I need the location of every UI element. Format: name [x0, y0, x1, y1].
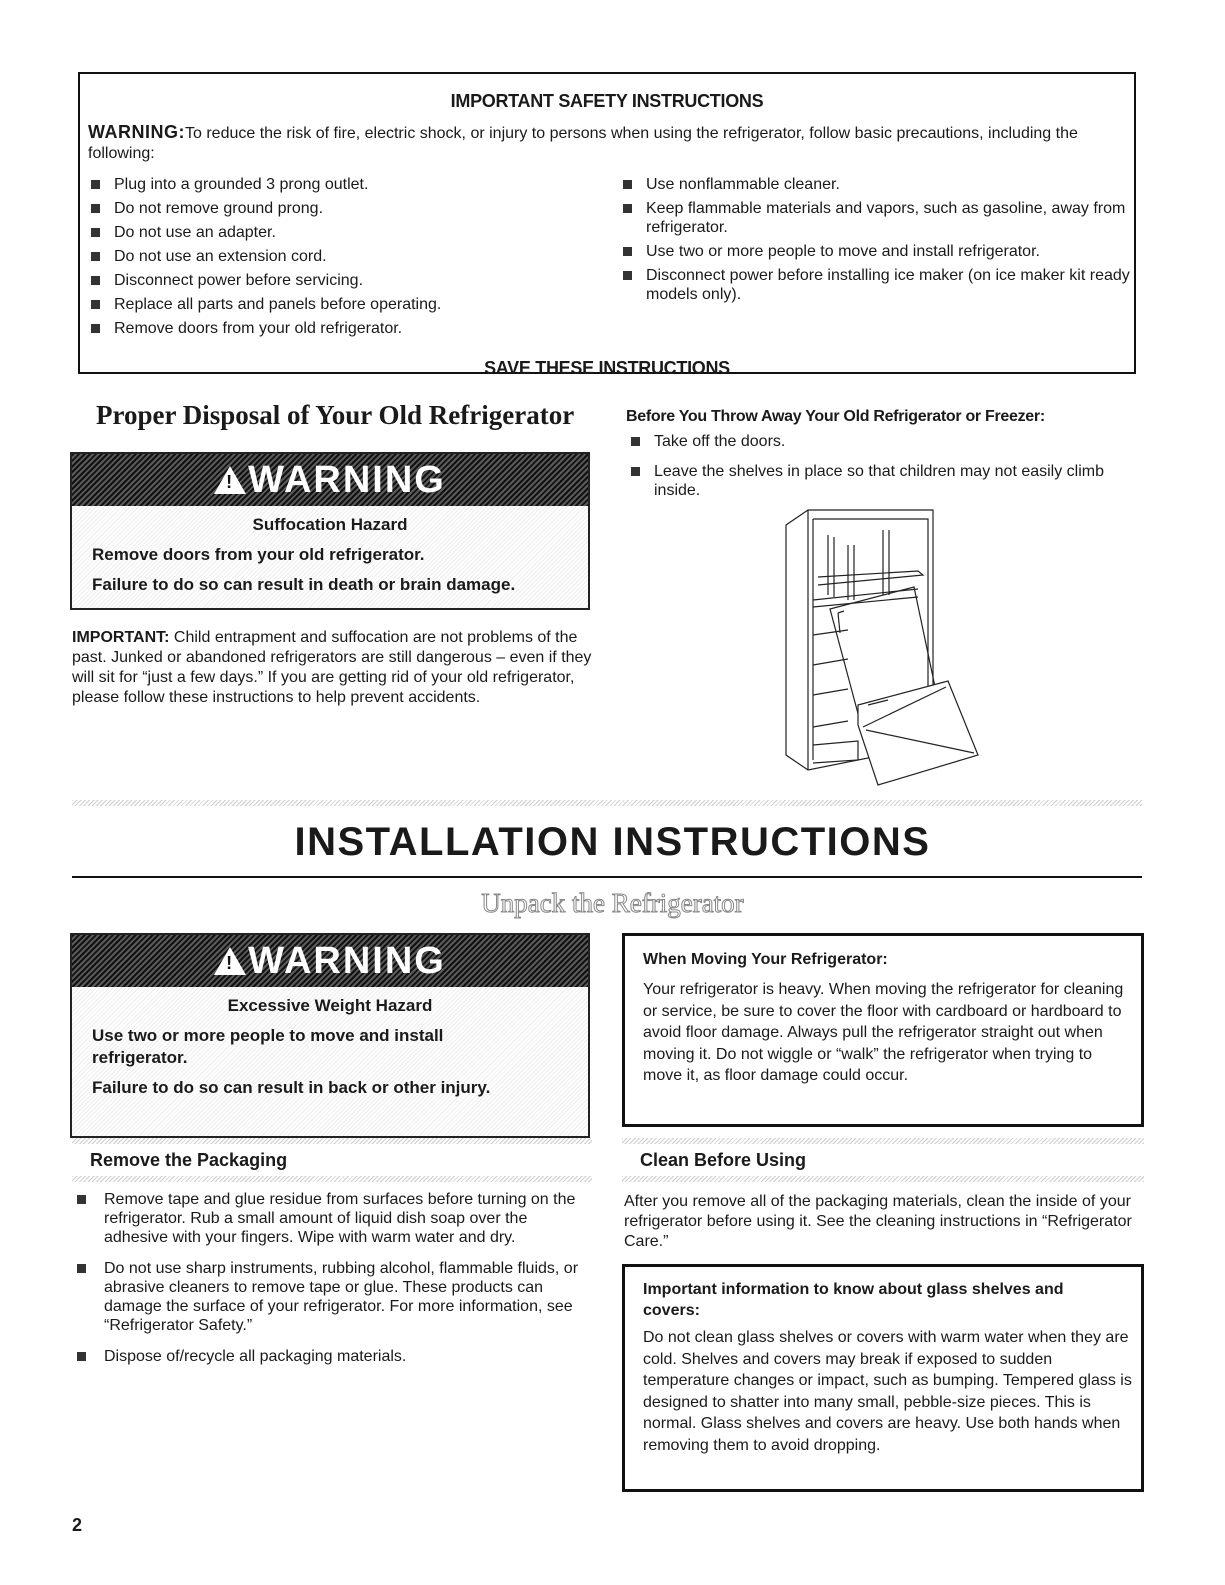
safety-list-left	[88, 175, 588, 343]
warning-label: WARNING:	[88, 122, 185, 142]
list-item: Use two or more people to move and install refrigerator.	[620, 242, 1130, 261]
packaging-heading: Remove the Packaging	[90, 1150, 288, 1170]
glass-heading: Important information to know about glass shelves and covers:	[643, 1281, 1064, 1319]
divider	[72, 800, 1142, 806]
hazard-line: Remove doors from your old refrigerator.	[92, 545, 425, 564]
moving-info-box	[622, 933, 1144, 1127]
list-item: Do not use sharp instruments, rubbing alcohol, flammable fluids, or abrasive cleaners to remove tape or glue. These products can damage the surface of your refrigerator. For more information, see “Refrigerator Safety.”	[74, 1259, 584, 1335]
list-item: Disconnect power before installing ice maker (on ice maker kit ready models only).	[620, 266, 1130, 304]
list-item: Use nonflammable cleaner.	[620, 175, 1130, 194]
save-instructions: SAVE THESE INSTRUCTIONS	[484, 358, 730, 378]
moving-text: Your refrigerator is heavy. When moving the refrigerator for cleaning or service, be sure to cover the floor with cardboard or hardboard to avoid floor damage. Always pull the refrigerator straight out when moving it. Do not wiggle or “walk” the refrigerator when trying to move it, as floor damage could occur.	[643, 981, 1124, 1084]
list-item: Plug into a grounded 3 prong outlet.	[88, 175, 588, 194]
divider	[72, 1138, 592, 1144]
before-throw-list	[628, 432, 1128, 505]
list-item: Do not use an extension cord.	[88, 247, 588, 266]
warning-banner: !WARNING	[72, 454, 588, 506]
clean-text: After you remove all of the packaging materials, clean the inside of your refrigerator before using it. See the cleaning instructions in “Refrigerator Care.”	[624, 1193, 1132, 1250]
refrigerator-illustration	[778, 505, 988, 795]
divider	[72, 1176, 592, 1182]
warning-triangle-icon	[214, 947, 246, 975]
divider	[622, 1138, 1144, 1144]
important-text: Child entrapment and suffocation are not problems of the past. Junked or abandoned refrigerators are still dangerous – even if they will sit for “just a few days.” If you are getting rid of your old refrigerator, please follow these instructions to help prevent accidents.	[72, 629, 592, 706]
title-rule	[72, 876, 1142, 878]
list-item: Remove tape and glue residue from surfaces before turning on the refrigerator. Rub a small amount of liquid dish soap over the adhesive with your fingers. Wipe with warm water and dry.	[74, 1190, 584, 1247]
page-number: 2	[72, 1515, 83, 1535]
warning-banner: !WARNING	[72, 935, 588, 987]
warning-triangle-icon	[214, 466, 246, 494]
hazard-title: Excessive Weight Hazard	[227, 996, 433, 1015]
hazard-line: Failure to do so can result in back or other injury.	[92, 1078, 491, 1097]
list-item: Dispose of/recycle all packaging materials.	[74, 1347, 584, 1366]
list-item: Replace all parts and panels before operating.	[88, 295, 588, 314]
hazard-line: Use two or more people to move and install refrigerator.	[92, 1026, 444, 1067]
moving-heading: When Moving Your Refrigerator:	[643, 951, 888, 968]
list-item: Keep flammable materials and vapors, such as gasoline, away from refrigerator.	[620, 199, 1130, 237]
divider	[622, 1176, 1144, 1182]
glass-info-box	[622, 1264, 1144, 1492]
suffocation-warning-box	[70, 452, 590, 610]
packaging-list	[74, 1190, 584, 1371]
disposal-heading: Proper Disposal of Your Old Refrigerator	[96, 400, 575, 430]
list-item: Do not remove ground prong.	[88, 199, 588, 218]
section-subtitle: Unpack the Refrigerator	[481, 888, 744, 918]
installation-title: INSTALLATION INSTRUCTIONS	[294, 820, 931, 864]
safety-instructions-box	[78, 72, 1136, 378]
list-item: Remove doors from your old refrigerator.	[88, 319, 588, 338]
before-throw-heading: Before You Throw Away Your Old Refrigerator or Freezer:	[626, 408, 1045, 425]
list-item: Disconnect power before servicing.	[88, 271, 588, 290]
list-item: Take off the doors.	[628, 432, 1128, 451]
weight-warning-box	[70, 933, 590, 1138]
warning-text: To reduce the risk of fire, electric shock, or injury to persons when using the refrigerator, follow basic precautions, including the following:	[88, 125, 1078, 162]
list-item: Do not use an adapter.	[88, 223, 588, 242]
glass-text: Do not clean glass shelves or covers with warm water when they are cold. Shelves and covers may break if exposed to sudden temperature changes or impact, such as bumping. Tempered glass is designed to shatter into many small, pebble-size pieces. This is normal. Glass shelves and covers are heavy. Use both hands when removing them to avoid dropping.	[643, 1329, 1132, 1454]
safety-title: IMPORTANT SAFETY INSTRUCTIONS	[450, 91, 764, 111]
hazard-title: Suffocation Hazard	[252, 515, 408, 534]
safety-list-right	[620, 175, 1130, 309]
clean-heading: Clean Before Using	[640, 1150, 807, 1170]
list-item: Leave the shelves in place so that children may not easily climb inside.	[628, 462, 1128, 500]
warning-intro	[88, 122, 1128, 164]
important-label: IMPORTANT:	[72, 629, 170, 646]
hazard-line: Failure to do so can result in death or brain damage.	[92, 575, 516, 594]
important-paragraph	[72, 628, 592, 708]
